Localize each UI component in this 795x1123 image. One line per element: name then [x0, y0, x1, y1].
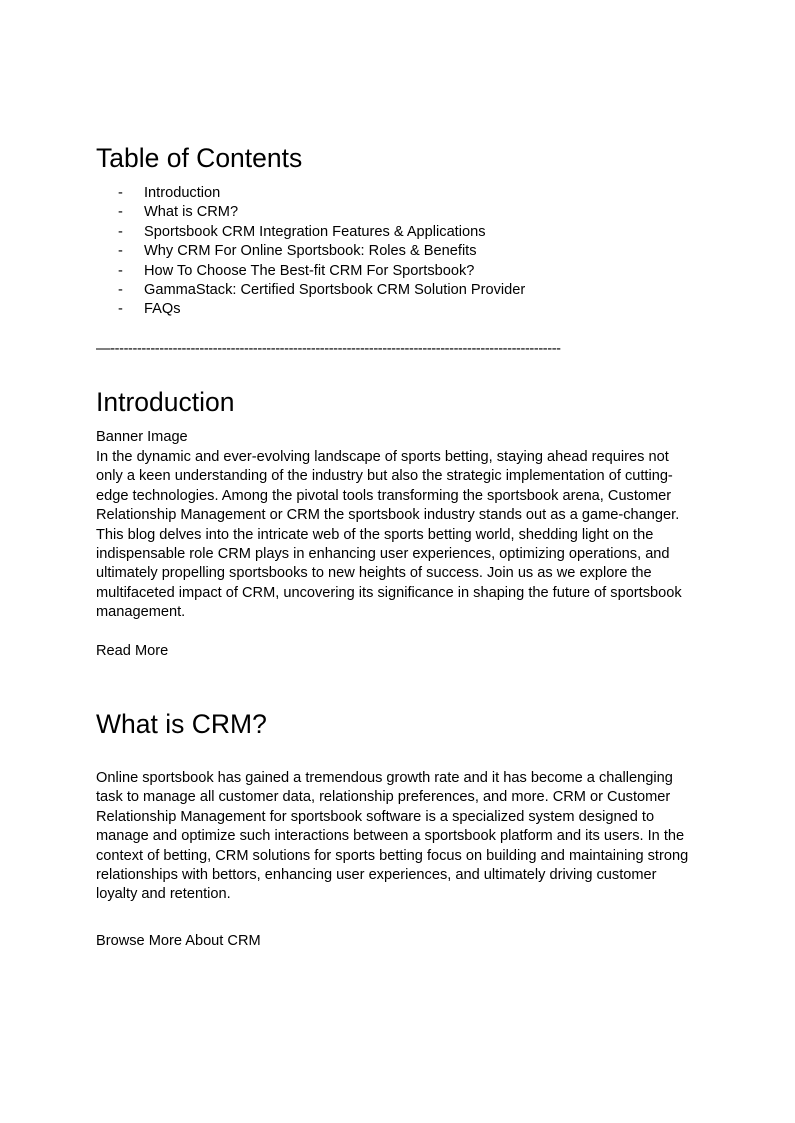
- toc-bullet: -: [118, 301, 123, 318]
- what-is-crm-heading: What is CRM?: [96, 709, 267, 739]
- toc-item: [96, 242, 525, 261]
- toc-item: [96, 300, 525, 319]
- toc-item-label: What is CRM?: [144, 204, 239, 221]
- banner-image-label: Banner Image: [96, 429, 188, 445]
- section-divider: —-----------------------------------------------------------------------------------------------------: [96, 341, 561, 357]
- read-more-text: Read More: [96, 643, 169, 659]
- toc-item-label: Why CRM For Online Sportsbook: Roles & Benefits: [144, 243, 477, 260]
- toc-item: [96, 223, 525, 242]
- toc-item: [96, 281, 525, 300]
- toc-bullet: -: [118, 204, 123, 221]
- toc-bullet: -: [118, 262, 123, 279]
- introduction-paragraph: In the dynamic and ever-evolving landscape of sports betting, staying ahead requires not only a keen understanding of the industry but also the strategic implementation of cutting-edge technologies. Among the pivotal tools transforming the sportsbook arena, Customer Relationship Management or CRM the sportsbook industry stands out as a game-changer. This blog delves into the intricate web of the sports betting world, shedding light on the indispensable role CRM plays in enhancing user experiences, optimizing operations, and ultimately propelling sportsbooks to new heights of success. Join us as we explore the multifaceted impact of CRM, uncovering its significance in shaping the future of sportsbook management.: [96, 449, 682, 621]
- introduction-heading: Introduction: [96, 387, 235, 417]
- toc-bullet: -: [118, 282, 123, 299]
- toc-item: [96, 184, 525, 203]
- toc-bullet: -: [118, 243, 123, 260]
- toc-item: [96, 262, 525, 281]
- toc-item: [96, 203, 525, 222]
- toc-bullet: -: [118, 223, 123, 240]
- toc-item-label: Introduction: [144, 185, 221, 201]
- toc-heading: Table of Contents: [96, 143, 303, 173]
- browse-more-text: Browse More About CRM: [96, 933, 261, 949]
- toc-item-label: Sportsbook CRM Integration Features & Applications: [144, 223, 486, 240]
- toc-list: [96, 184, 525, 320]
- what-is-crm-paragraph: Online sportsbook has gained a tremendous growth rate and it has become a challenging task to manage all customer data, relationship preferences, and more. CRM or Customer Relationship Management for sportsbook software is a specialized system designed to manage and optimize such interactions between a sportsbook platform and its users. In the context of betting, CRM solutions for sports betting focus on building and maintaining strong relationships with bettors, enhancing user experiences, and ultimately driving customer loyalty and retention.: [96, 770, 689, 903]
- toc-bullet: -: [118, 185, 123, 201]
- toc-item-label: GammaStack: Certified Sportsbook CRM Solution Provider: [144, 282, 526, 299]
- toc-item-label: FAQs: [144, 301, 181, 318]
- toc-item-label: How To Choose The Best-fit CRM For Sportsbook?: [144, 262, 475, 279]
